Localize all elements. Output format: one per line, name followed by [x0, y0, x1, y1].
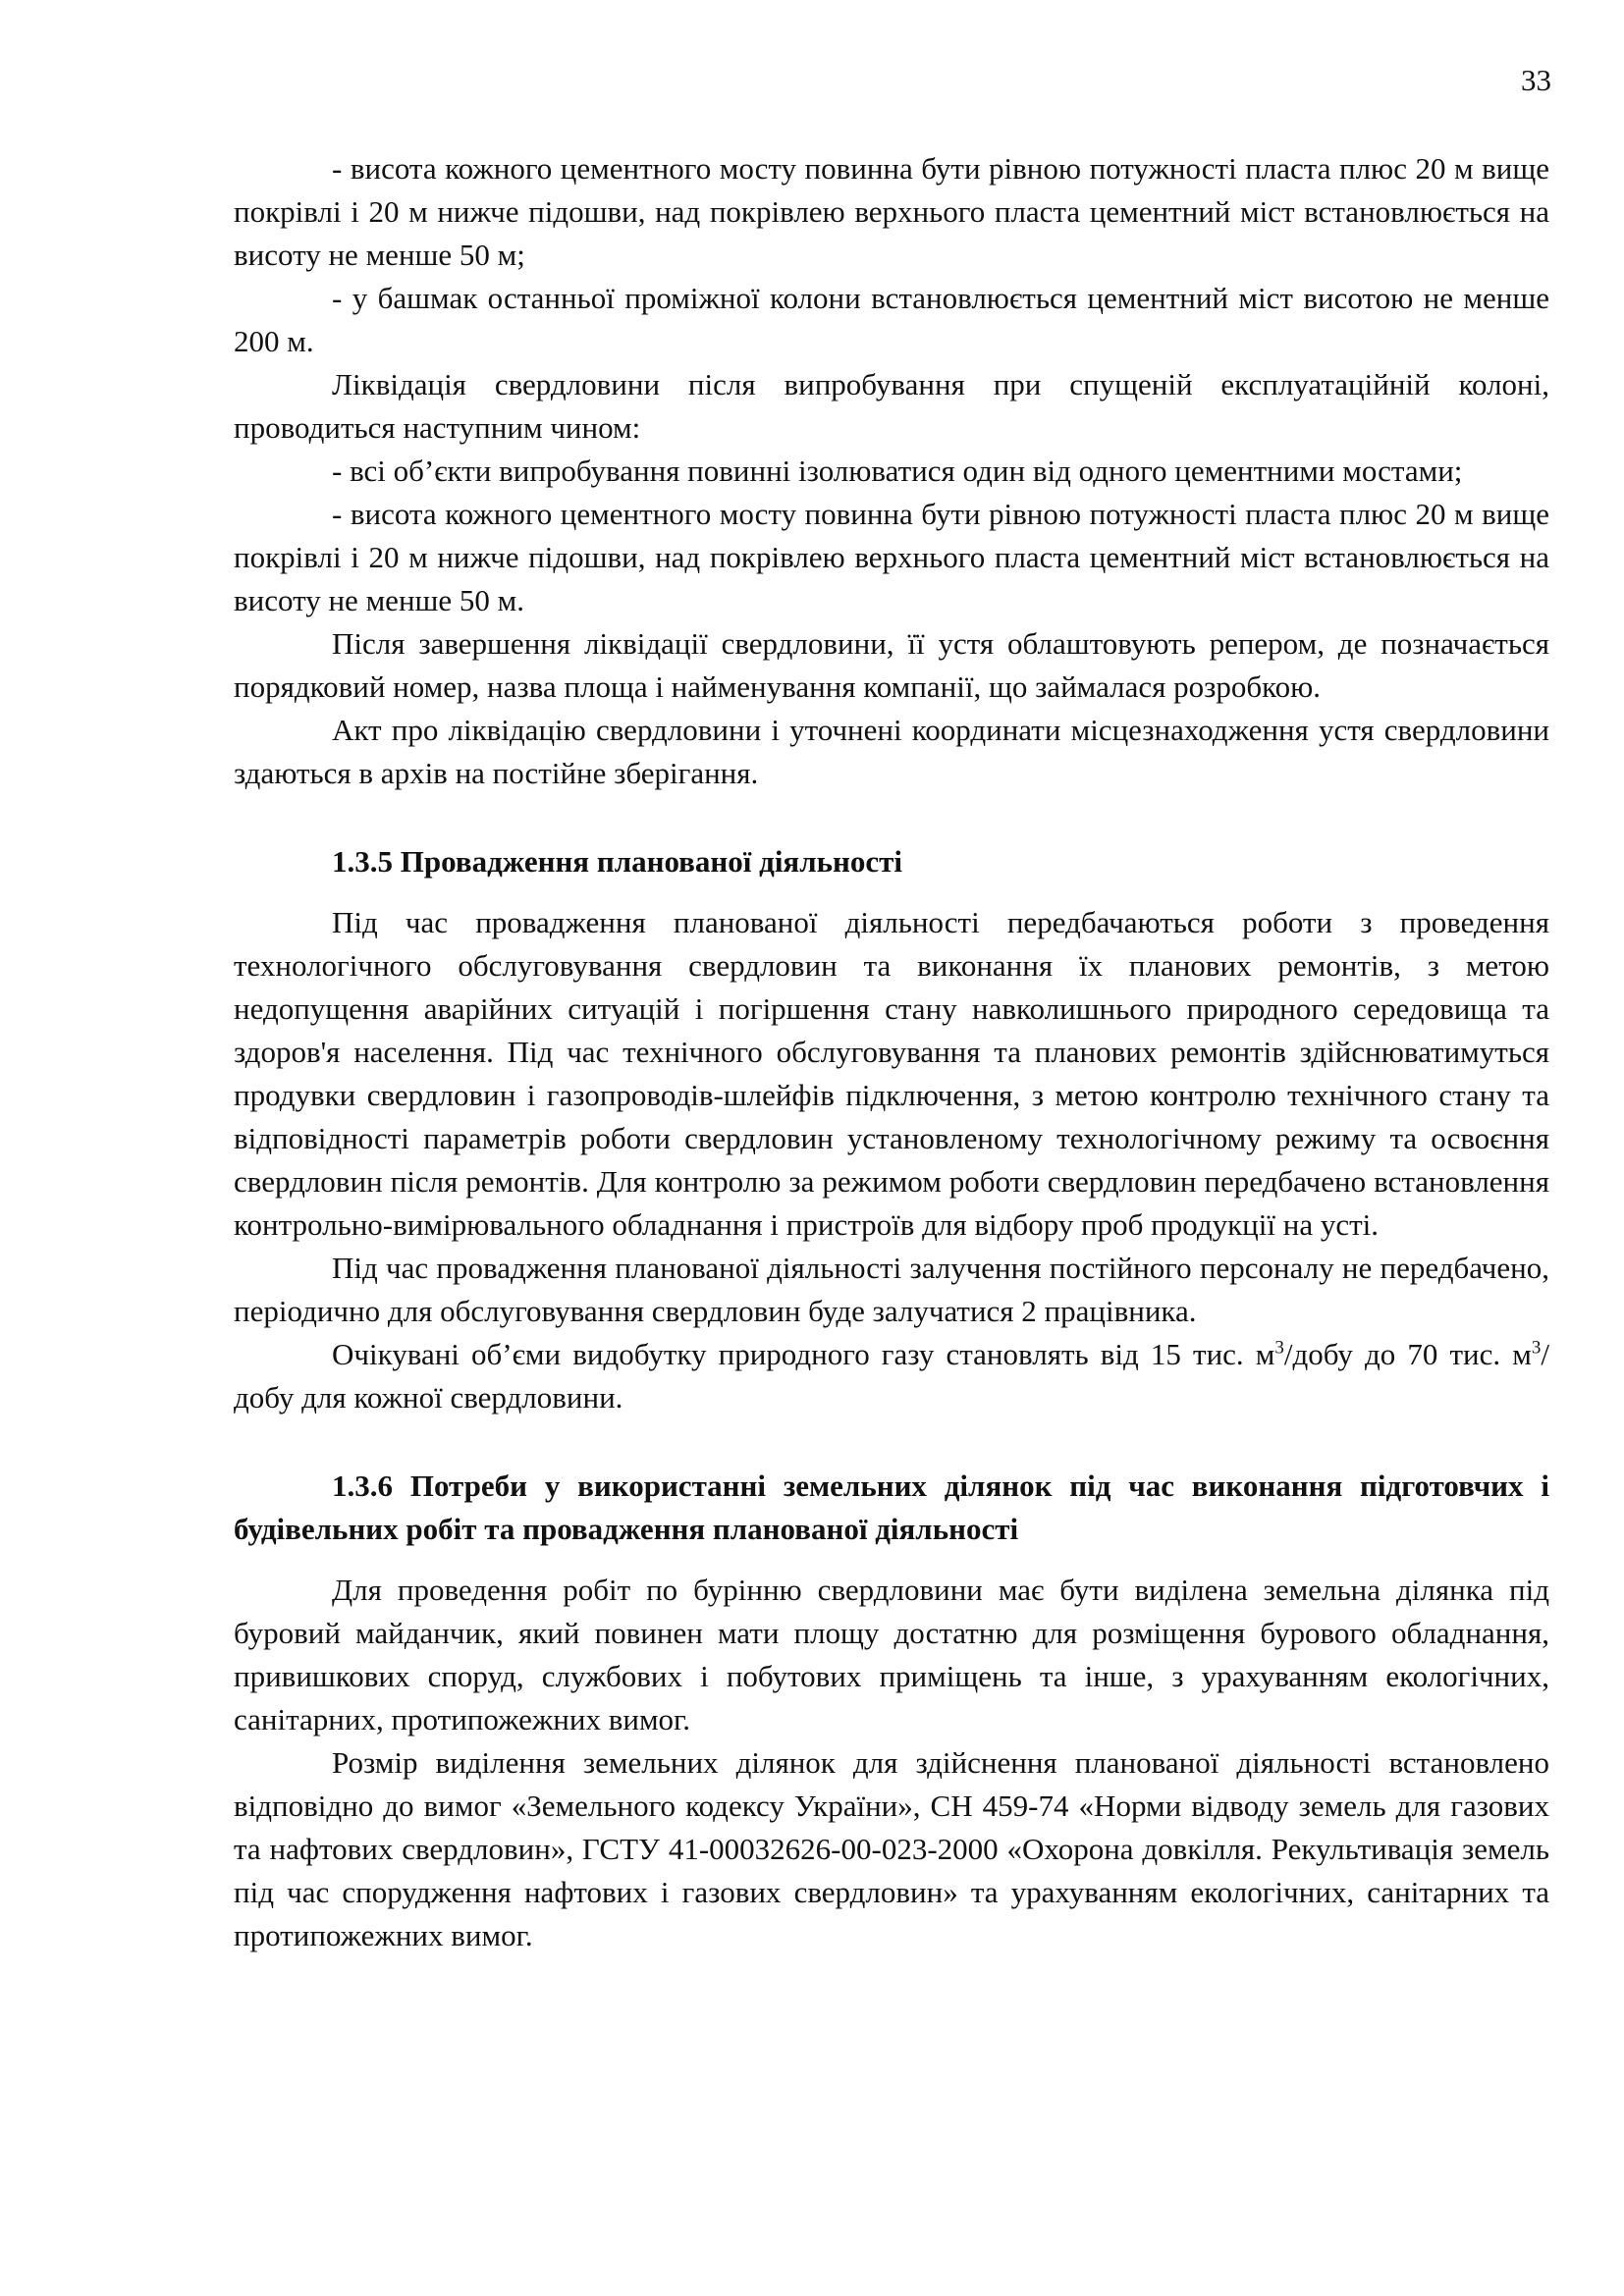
paragraph-gas-volumes [234, 1333, 1549, 1419]
superscript-cubic-1: 3 [1274, 1337, 1284, 1359]
gas-volumes-text-3: /добу для кожної свердловини. [234, 1337, 1549, 1415]
page-content [234, 147, 1549, 1957]
paragraph-drilling-site: Для проведення робіт по бурінню свердловини має бути виділена земельна ділянка під буровий майданчик, який повинен мати площу достатню для розміщення бурового обладнання, привишкових споруд, службових і побутових приміщень та інше, з урахуванням екологічних, санітарних, протипожежних вимог. [234, 1573, 1549, 1736]
list-item-bridge-height: - висота кожного цементного мосту повинна бути рівною потужності пласта плюс 20 м вище покрівлі і 20 м нижче підошви, над покрівлею верхнього пласта цементний міст встановлюється на висоту не менше 50 м; [234, 151, 1549, 272]
gas-volumes-text-2: /добу до 70 тис. м [1283, 1337, 1532, 1371]
paragraph-maintenance: Під час провадження планованої діяльності передбачаються роботи з проведення технологічного обслуговування свердловин та виконання їх планових ремонтів, з метою недопущення аварійних ситуацій і погіршення стану навколишнього природного середовища та здоров'я населення. Під час технічного обслуговування та планових ремонтів здійснюватимуться продувки свердловин і газопроводів-шлейфів підключення, з метою контролю технічного стану та відповідності параметрів роботи свердловин установленому технологічному режиму та освоєння свердловин після ремонтів. Для контролю за режимом роботи свердловин передбачено встановлення контрольно-вимірювального обладнання і пристроїв для відбору проб продукції на усті. [234, 905, 1549, 1242]
paragraph-land-allocation: Розмір виділення земельних ділянок для здійснення планованої діяльності встановлено відповідно до вимог «Земельного кодексу України», СН 459-74 «Норми відводу земель для газових та нафтових свердловин», ГСТУ 41-00032626-00-023-2000 «Охорона довкілля. Рекультивація земель під час спорудження нафтових і газових свердловин» та урахуванням екологічних, санітарних та протипожежних вимог. [234, 1745, 1549, 1952]
section-heading-1-3-5: 1.3.5 Провадження планованої діяльності [332, 844, 902, 879]
superscript-cubic-2: 3 [1531, 1337, 1542, 1359]
section-heading-1-3-6: 1.3.6 Потреби у використанні земельних ділянок під час виконання підготовчих і будівельних робіт та провадження планованої діяльності [234, 1468, 1549, 1546]
paragraph-liquidation-after-testing: Ліквідація свердловини після випробування при спущеній експлуатаційній колоні, проводиться наступним чином: [234, 367, 1549, 445]
paragraph-liquidation-act: Акт про ліквідацію свердловини і уточнені координати місцезнаходження устя свердловини здаються в архів на постійне зберігання. [234, 713, 1549, 790]
page-number: 33 [1521, 63, 1551, 97]
list-item-shoe-bridge: - у башмак останньої проміжної колони встановлюється цементний міст висотою не менше 200 м. [234, 281, 1549, 358]
gas-volumes-text-1: Очікувані об’єми видобутку природного газу становлять від 15 тис. м [332, 1337, 1275, 1371]
list-item-bridge-height-2: - висота кожного цементного мосту повинна бути рівною потужності пласта плюс 20 м вище покрівлі і 20 м нижче підошви, над покрівлею верхнього пласта цементний міст встановлюється на висоту не менше 50 м. [234, 497, 1549, 617]
paragraph-personnel: Під час провадження планованої діяльності залучення постійного персоналу не передбачено, періодично для обслуговування свердловин буде залучатися 2 працівника. [234, 1251, 1549, 1328]
list-item-isolation: - всі об’єкти випробування повинні ізолюватися один від одного цементними мостами; [332, 454, 1463, 488]
paragraph-wellhead-marker: Після завершення ліквідації свердловини, її устя облаштовують репером, де позначається порядковий номер, назва площа і найменування компанії, що займалася розробкою. [234, 626, 1549, 704]
